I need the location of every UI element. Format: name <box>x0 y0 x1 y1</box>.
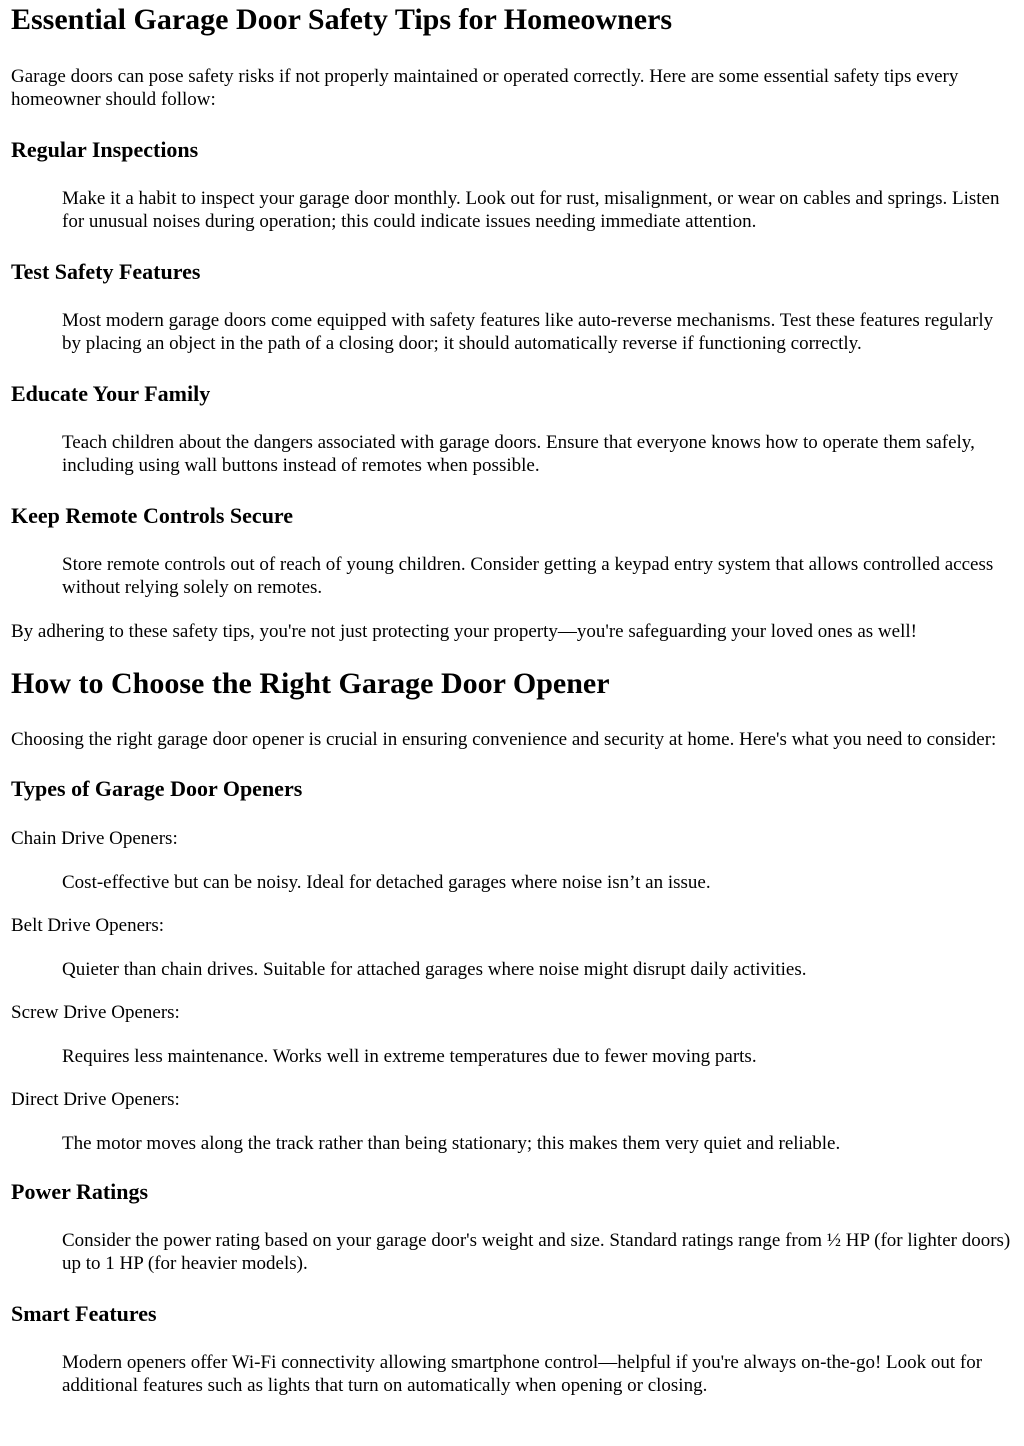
section-heading-power-ratings: Power Ratings <box>11 1179 149 1204</box>
opener-type-body-screw: Requires less maintenance. Works well in extreme temperatures due to fewer moving parts. <box>62 1046 757 1067</box>
section-heading-test-safety-features: Test Safety Features <box>11 259 201 284</box>
opener-type-body-chain: Cost-effective but can be noisy. Ideal for detached garages where noise isn’t an issue. <box>62 872 711 893</box>
article-title: Essential Garage Door Safety Tips for Homeowners <box>11 3 673 36</box>
section-body-remote-controls: Store remote controls out of reach of young children. Consider getting a keypad entry system that allows controlled access without relying solely on remotes. <box>62 554 994 598</box>
opener-type-label-direct: Direct Drive Openers: <box>11 1089 180 1110</box>
section-body-smart-features: Modern openers offer Wi-Fi connectivity allowing smartphone control—helpful if you're always on-the-go! Look out for additional features such as lights that turn on automatically when opening or closing. <box>62 1352 983 1396</box>
opener-type-body-direct: The motor moves along the track rather than being stationary; this makes them very quiet and reliable. <box>62 1133 841 1154</box>
article-closing: By adhering to these safety tips, you're not just protecting your property—you're safeguarding your loved ones as well! <box>11 621 917 642</box>
section-heading-remote-controls: Keep Remote Controls Secure <box>11 503 294 528</box>
section-heading-educate-family: Educate Your Family <box>11 381 211 406</box>
article-intro: Garage doors can pose safety risks if not properly maintained or operated correctly. Here are some essential safety tips every homeowner should follow: <box>11 66 959 110</box>
section-body-test-safety-features: Most modern garage doors come equipped with safety features like auto-reverse mechanisms. Test these features regularly by placing an object in the path of a closing door; it should automatically reverse if functioning correctly. <box>62 310 994 354</box>
opener-type-label-chain: Chain Drive Openers: <box>11 828 178 849</box>
section-heading-regular-inspections: Regular Inspections <box>11 137 199 162</box>
opener-type-label-belt: Belt Drive Openers: <box>11 915 165 936</box>
section-body-power-ratings: Consider the power rating based on your garage door's weight and size. Standard ratings range from ½ HP (for lighter doors) up to 1 HP (for heavier models). <box>62 1230 1011 1274</box>
section-body-educate-family: Teach children about the dangers associated with garage doors. Ensure that everyone knows how to operate them safely, including using wall buttons instead of remotes when possible. <box>62 432 975 476</box>
article-intro: Choosing the right garage door opener is crucial in ensuring convenience and security at home. Here's what you need to consider: <box>11 729 997 750</box>
section-body-regular-inspections: Make it a habit to inspect your garage door monthly. Look out for rust, misalignment, or wear on cables and springs. Listen for unusual noises during operation; this could indicate issues needing immediate attention. <box>62 188 1000 232</box>
article-title: How to Choose the Right Garage Door Opener <box>11 667 610 700</box>
section-heading-smart-features: Smart Features <box>11 1301 157 1326</box>
opener-type-label-screw: Screw Drive Openers: <box>11 1002 180 1023</box>
opener-type-body-belt: Quieter than chain drives. Suitable for attached garages where noise might disrupt daily activities. <box>62 959 807 980</box>
section-heading-opener-types: Types of Garage Door Openers <box>11 776 303 801</box>
